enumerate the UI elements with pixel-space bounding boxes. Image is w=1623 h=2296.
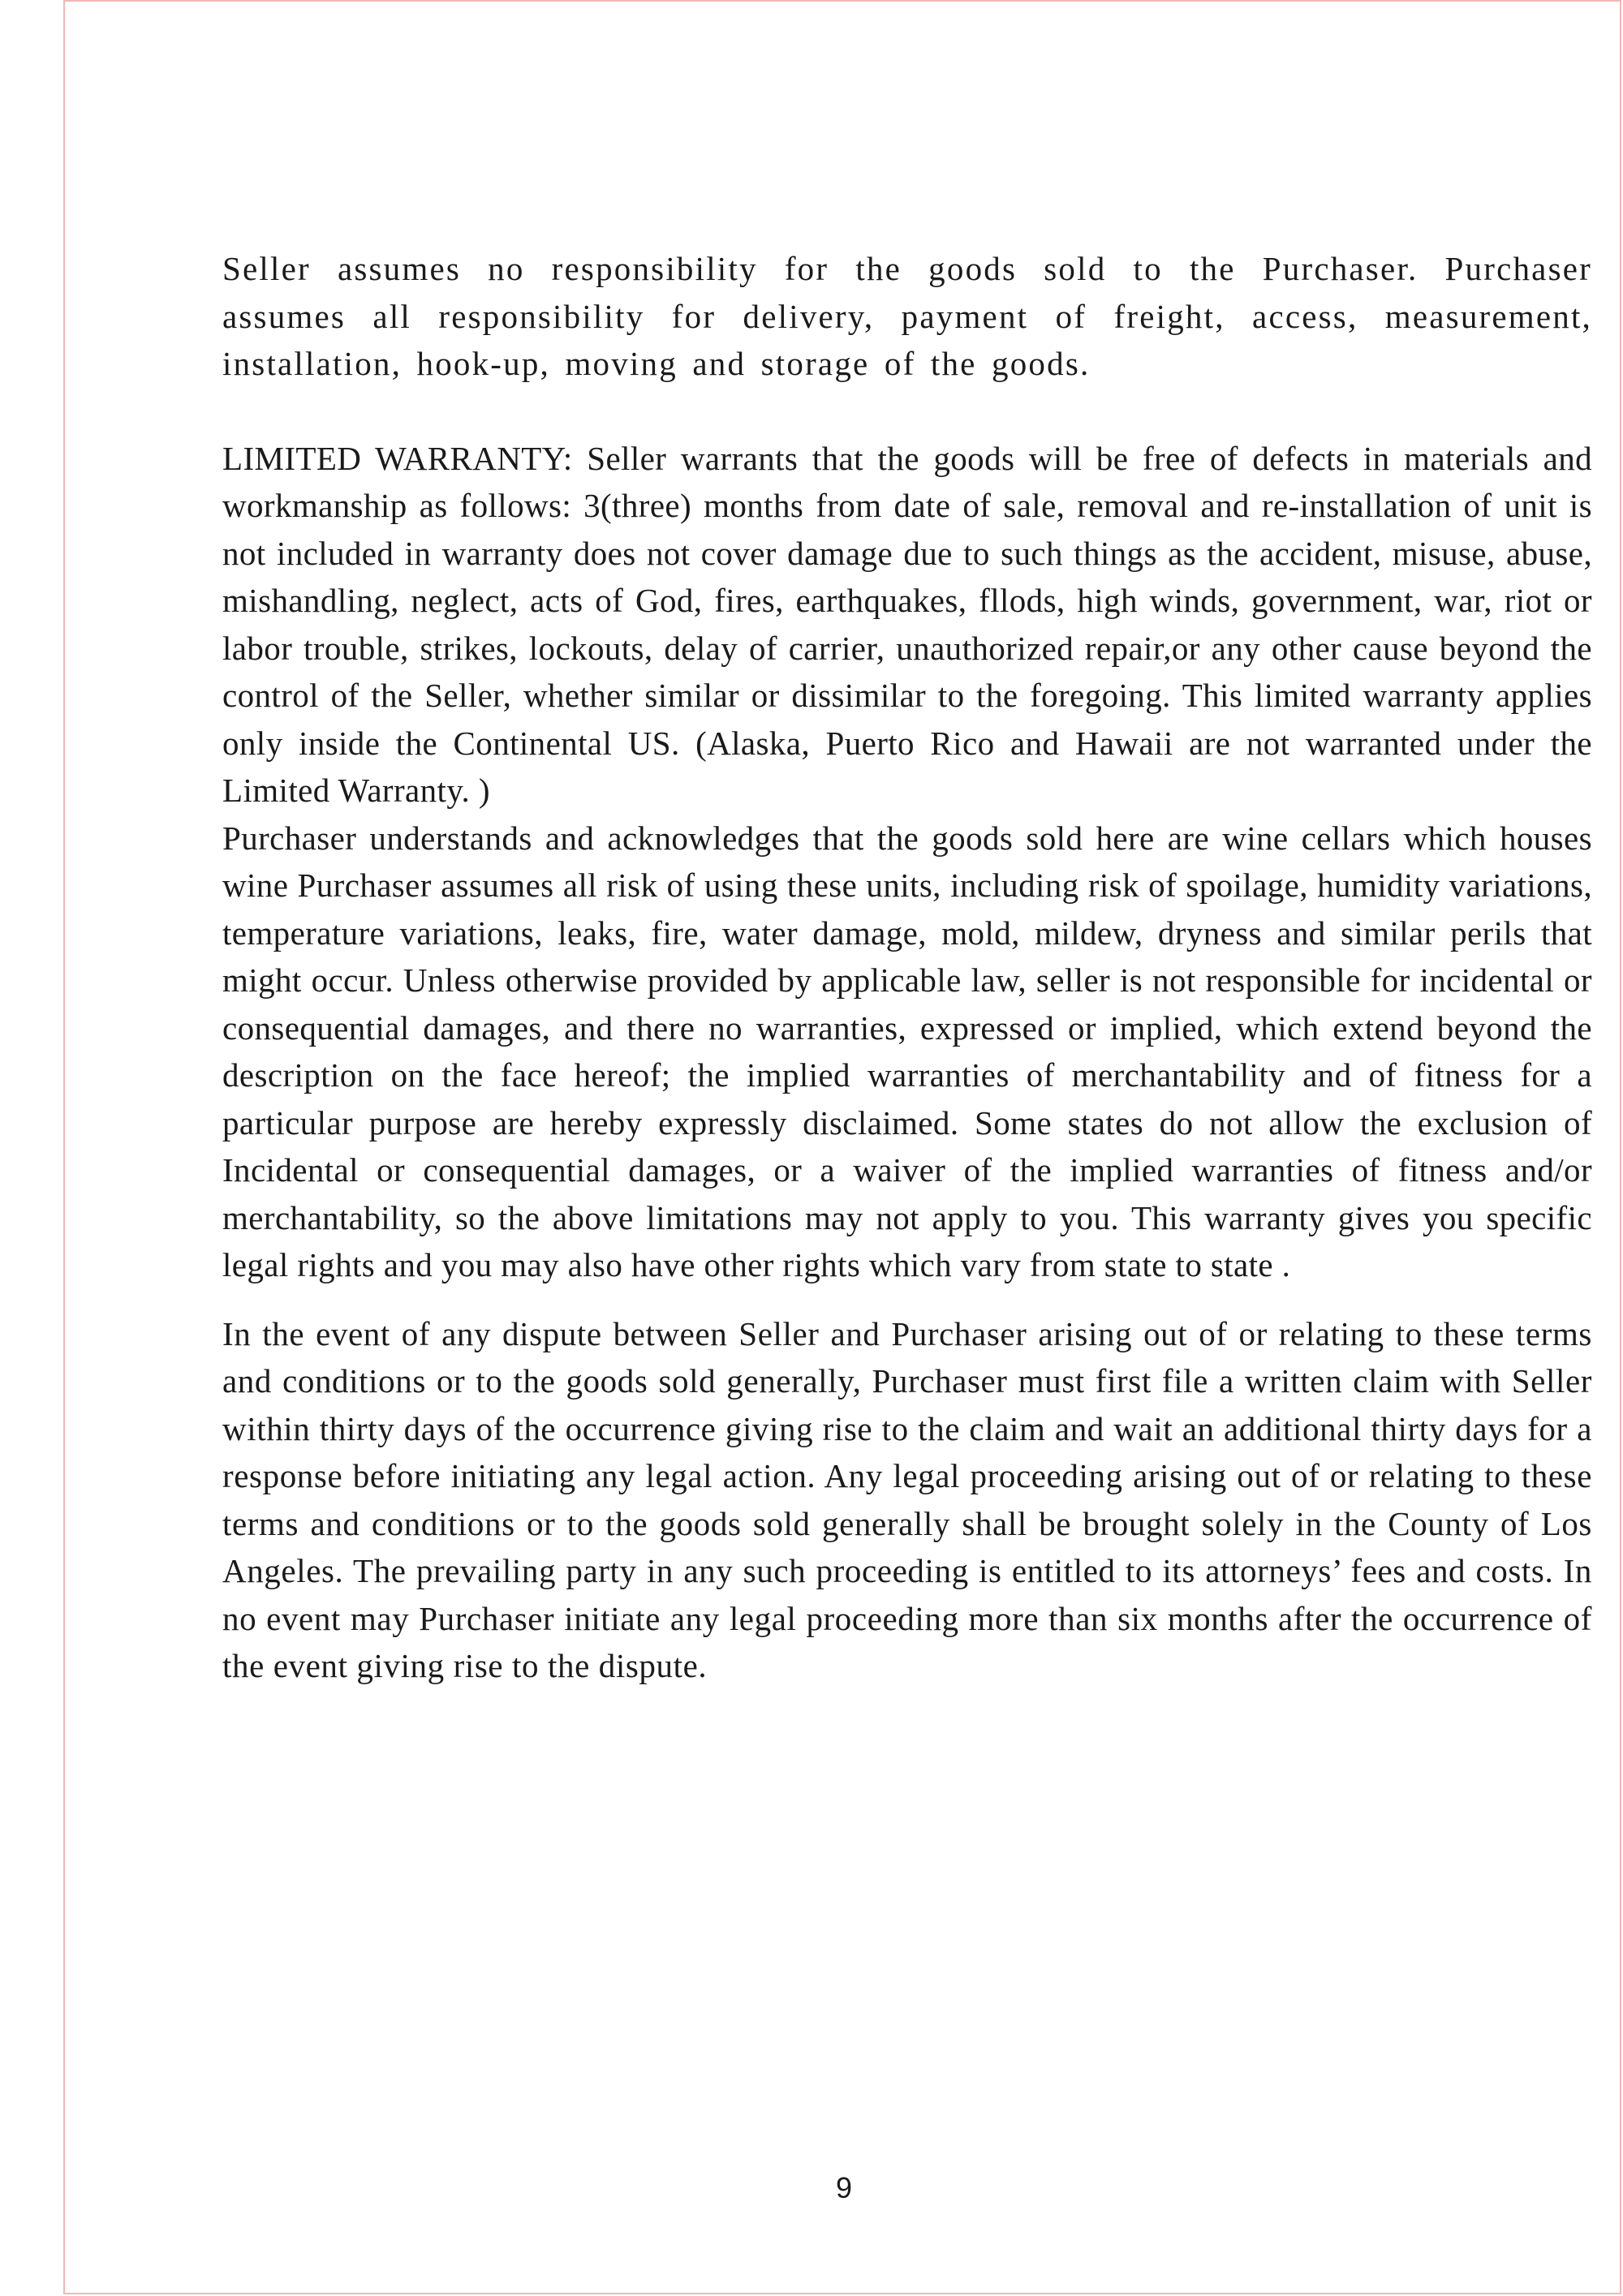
- paragraph-purchaser-acknowledgement: Purchaser understands and acknowledges that the goods sold here are wine cellars which houses wine Purchaser assumes all risk of using these units, including risk of spoilage, humidity variations, temperature variations, leaks, fire, water damage, mold, mildew, dryness and similar perils that might occur. Unless otherwise provided by applicable law, seller is not responsible for incidental or consequential damages, and there no warranties, expressed or implied, which extend beyond the description on the face hereof; the implied warranties of merchantability and of fitness for a particular purpose are hereby expressly disclaimed. Some states do not allow the exclusion of Incidental or consequential damages, or a waiver of the implied warranties of fitness and/or merchantability, so the above limitations may not apply to you. This warranty gives you specific legal rights and you may also have other rights which vary from state to state .: [222, 819, 1592, 1283]
- document-page: [63, 0, 1621, 2294]
- document-body: [222, 245, 1592, 1690]
- paragraph-limited-warranty: LIMITED WARRANTY: Seller warrants that the goods will be free of defects in materials and workmanship as follows: 3(three) months from date of sale, removal and re-installation of unit is not included in warranty does not cover damage due to such things as the accident, misuse, abuse, mishandling, neglect, acts of God, fires, earthquakes, fllods, high winds, government, war, riot or labor trouble, strikes, lockouts, delay of carrier, unauthorized repair,or any other cause beyond the control of the Seller, whether similar or dissimilar to the foregoing. This limited warranty applies only inside the Continental US. (Alaska, Puerto Rico and Hawaii are not warranted under the Limited Warranty. ): [222, 439, 1592, 809]
- page-number: 9: [835, 2171, 853, 2204]
- paragraph-dispute-resolution: In the event of any dispute between Seller and Purchaser arising out of or relating to these terms and conditions or to the goods sold generally, Purchaser must first file a written claim with Seller within thirty days of the occurrence giving rise to the claim and wait an additional thirty days for a response before initiating any legal action. Any legal proceeding arising out of or relating to these terms and conditions or to the goods sold generally shall be brought solely in the County of Los Angeles. The prevailing party in any such proceeding is entitled to its attorneys’ fees and costs. In no event may Purchaser initiate any legal proceeding more than six months after the occurrence of the event giving rise to the dispute.: [222, 1314, 1592, 1684]
- paragraph-seller-responsibility: Seller assumes no responsibility for the goods sold to the Purchaser. Purchaser assumes all responsibility for delivery, payment of freight, access, measurement, installation, hook-up, moving and storage of the goods.: [222, 250, 1592, 382]
